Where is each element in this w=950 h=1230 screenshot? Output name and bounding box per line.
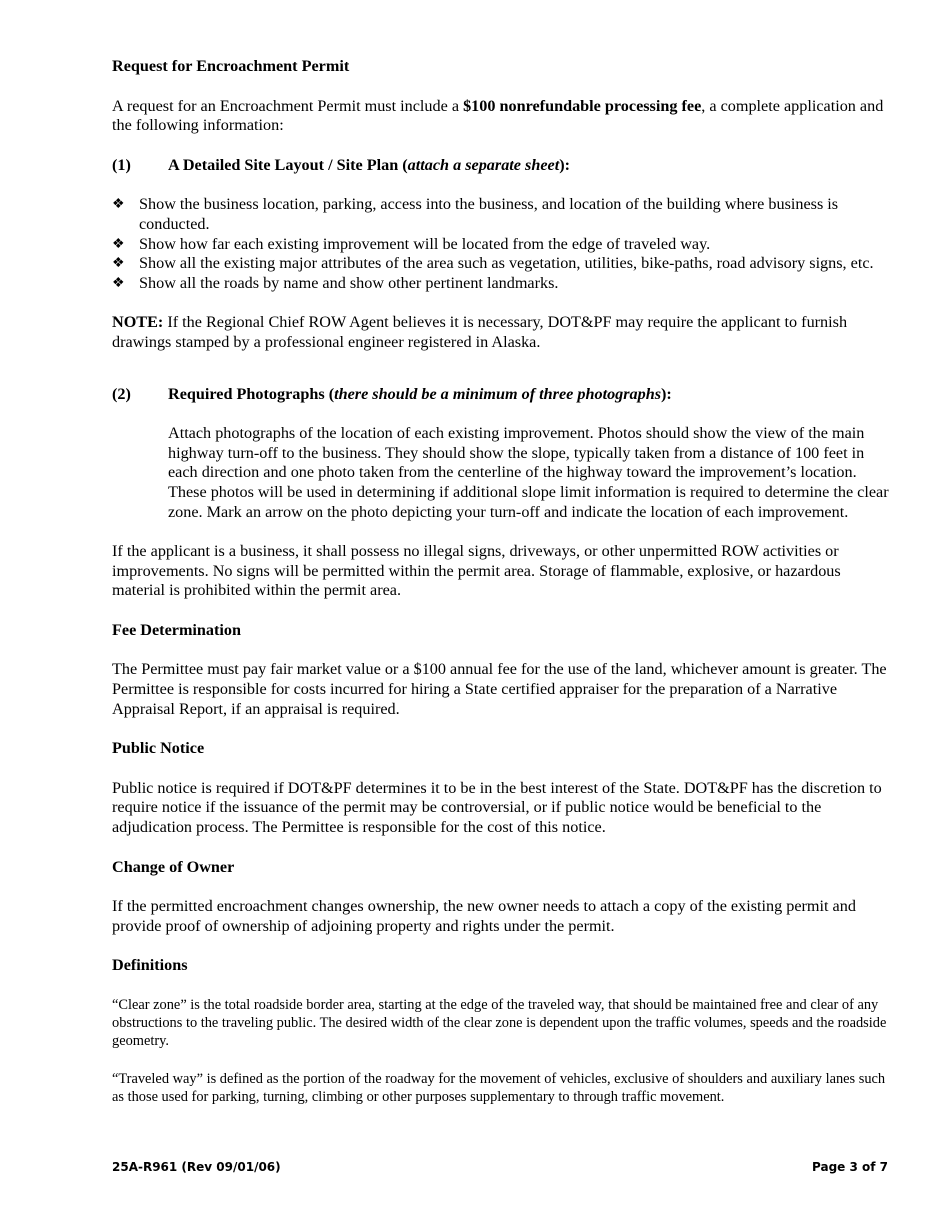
intro-text-a: A request for an Encroachment Permit must include a [112, 96, 464, 115]
section-1-number: (1) [112, 155, 131, 174]
list-item [112, 235, 892, 255]
list-item [112, 195, 892, 234]
change-of-owner-heading: Change of Owner [112, 857, 235, 876]
diamond-bullet-icon: ❖ [112, 256, 125, 272]
definitions-heading: Definitions [112, 956, 188, 975]
section-1-title [168, 156, 570, 176]
intro-text-b: , a complete application and the following information: [112, 96, 884, 135]
section-2-heading [112, 385, 892, 405]
list-item [112, 254, 892, 274]
section-1-title-b: ): [559, 155, 570, 174]
site-plan-bullet-list [112, 195, 892, 293]
bullet-text: Show all the roads by name and show other pertinent landmarks. [139, 273, 559, 292]
fee-paragraph: The Permittee must pay fair market value or a $100 annual fee for the use of the land, whichever amount is greater. The Permittee is responsible for costs incurred for hiring a State certified appraiser for the preparation of a Narrative Appraisal Report, if an appraisal is required. [112, 660, 887, 718]
form-id: 25A-R961 (Rev 09/01/06) [112, 1160, 281, 1174]
section-1-title-a: A Detailed Site Layout / Site Plan ( [168, 155, 408, 174]
section-1-title-italic: attach a separate sheet [407, 155, 560, 174]
bullet-text: Show the business location, parking, access into the business, and location of the building where business is conducted. [139, 195, 839, 233]
public-notice-paragraph: Public notice is required if DOT&PF determines it to be in the best interest of the State. DOT&PF has the discretion to require notice if the issuance of the permit may be controversial, or if public notice would be beneficial to the adjudication process. The Permittee is responsible for the cost of this notice. [112, 778, 882, 837]
section-1-heading [112, 156, 892, 176]
page-footer [112, 1158, 888, 1178]
page-title: Request for Encroachment Permit [112, 57, 350, 75]
section-2-title-b: ): [661, 384, 672, 403]
section-2-title [168, 385, 672, 405]
fee-heading: Fee Determination [112, 620, 242, 639]
photographs-paragraph: Attach photographs of the location of each existing improvement. Photos should show the view of the main highway turn-off to the business. They should show the slope, typically taken from a distance of 100 feet in each direction and one photo taken from the centerline of the highway toward the improvement’s location. These photos will be used in determining if additional slope limit information is required to determine the clear zone. Mark an arrow on the photo depicting your turn-off and indicate the location of each improvement. [168, 424, 889, 521]
clear-zone-definition: “Clear zone” is the total roadside border area, starting at the edge of the traveled way, that should be maintained free and clear of any obstructions to the traveling public. The desired width of the clear zone is dependent upon the traffic volumes, speeds and the roadside geometry. [112, 997, 887, 1049]
bullet-text: Show all the existing major attributes of the area such as vegetation, utilities, bike-paths, road advisory signs, etc. [139, 254, 874, 273]
section-2-title-italic: there should be a minimum of three photographs [334, 384, 662, 403]
note-label: NOTE: [112, 313, 164, 332]
note-text: If the Regional Chief ROW Agent believes it is necessary, DOT&PF may require the applicant to furnish drawings stamped by a professional engineer registered in Alaska. [112, 313, 848, 351]
section-2-number: (2) [112, 384, 131, 403]
public-notice-heading: Public Notice [112, 739, 205, 758]
document-page [112, 57, 892, 1106]
note-paragraph [112, 313, 892, 352]
intro-paragraph [112, 97, 892, 136]
list-item [112, 274, 892, 294]
page-number: Page 3 of 7 [812, 1160, 888, 1174]
change-of-owner-paragraph: If the permitted encroachment changes ownership, the new owner needs to attach a copy of the existing permit and provide proof of ownership of adjoining property and rights under the permit. [112, 897, 856, 935]
diamond-bullet-icon: ❖ [112, 236, 125, 252]
diamond-bullet-icon: ❖ [112, 275, 125, 291]
business-paragraph: If the applicant is a business, it shall possess no illegal signs, driveways, or other unpermitted ROW activities or improvements. No signs will be permitted within the permit area. Storage of flammable, explosive, or hazardous material is prohibited within the permit area. [112, 542, 841, 600]
intro-fee-bold: $100 nonrefundable processing fee [463, 96, 702, 115]
bullet-text: Show how far each existing improvement will be located from the edge of traveled way. [139, 234, 711, 253]
traveled-way-definition: “Traveled way” is defined as the portion of the roadway for the movement of vehicles, exclusive of shoulders and auxiliary lanes such as those used for parking, turning, climbing or other purposes supplementary to through traffic movement. [112, 1071, 886, 1105]
diamond-bullet-icon: ❖ [112, 197, 125, 213]
section-2-title-a: Required Photographs ( [168, 384, 335, 403]
